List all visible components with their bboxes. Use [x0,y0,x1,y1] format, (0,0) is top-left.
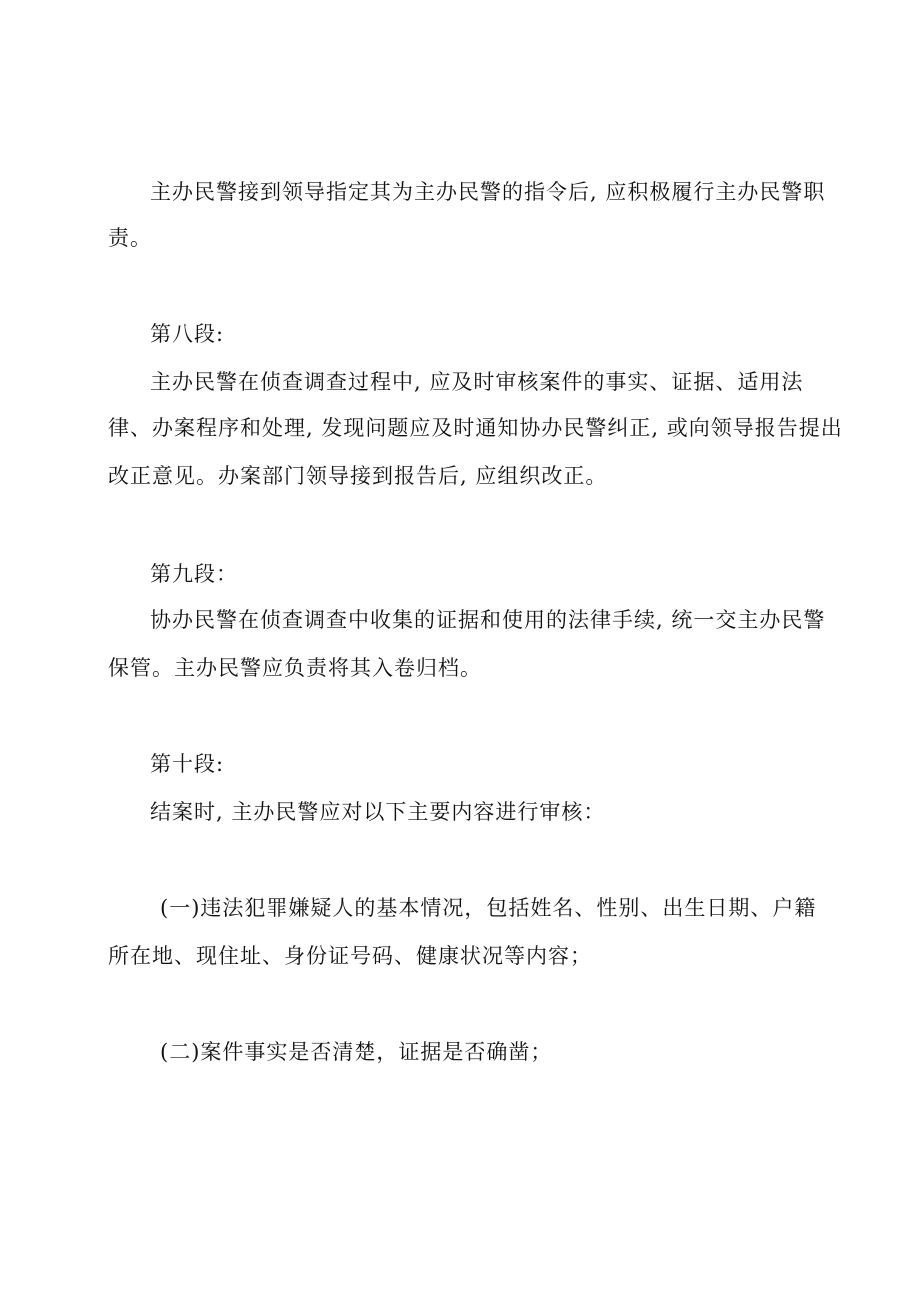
section-8-line-2: 律、办案程序和处理, 发现问题应及时通知协办民警纠正, 或向领导报告提出 [108,416,843,440]
section-8-line-1: 主办民警在侦查调查过程中, 应及时审核案件的事实、证据、适用法 [150,370,804,394]
list-item-2-line-1: (二)案件事实是否清楚，证据是否确凿； [160,1040,553,1064]
section-8-line-3: 改正意见。办案部门领导接到报告后, 应组织改正。 [108,464,608,488]
section-9-heading: 第九段： [150,562,238,586]
section-10-heading: 第十段: [150,752,225,776]
section-10-line-1: 结案时, 主办民警应对以下主要内容进行审核： [150,800,606,824]
list-item-1-line-2: 所在地、现住址、身份证号码、健康状况等内容； [108,944,592,968]
list-item-1-line-1: (一)违法犯罪嫌疑人的基本情况，包括姓名、性别、出生日期、户籍 [160,896,817,920]
section-9-line-2: 保管。主办民警应负责将其入卷归档。 [108,656,482,680]
section-9-line-1: 协办民警在侦查调查中收集的证据和使用的法律手续, 统一交主办民警 [150,608,826,632]
section-8-heading: 第八段: [150,322,225,346]
intro-paragraph-line-1: 主办民警接到领导指定其为主办民警的指令后, 应积极履行主办民警职 [150,180,826,204]
intro-paragraph-line-2: 责。 [108,226,152,250]
